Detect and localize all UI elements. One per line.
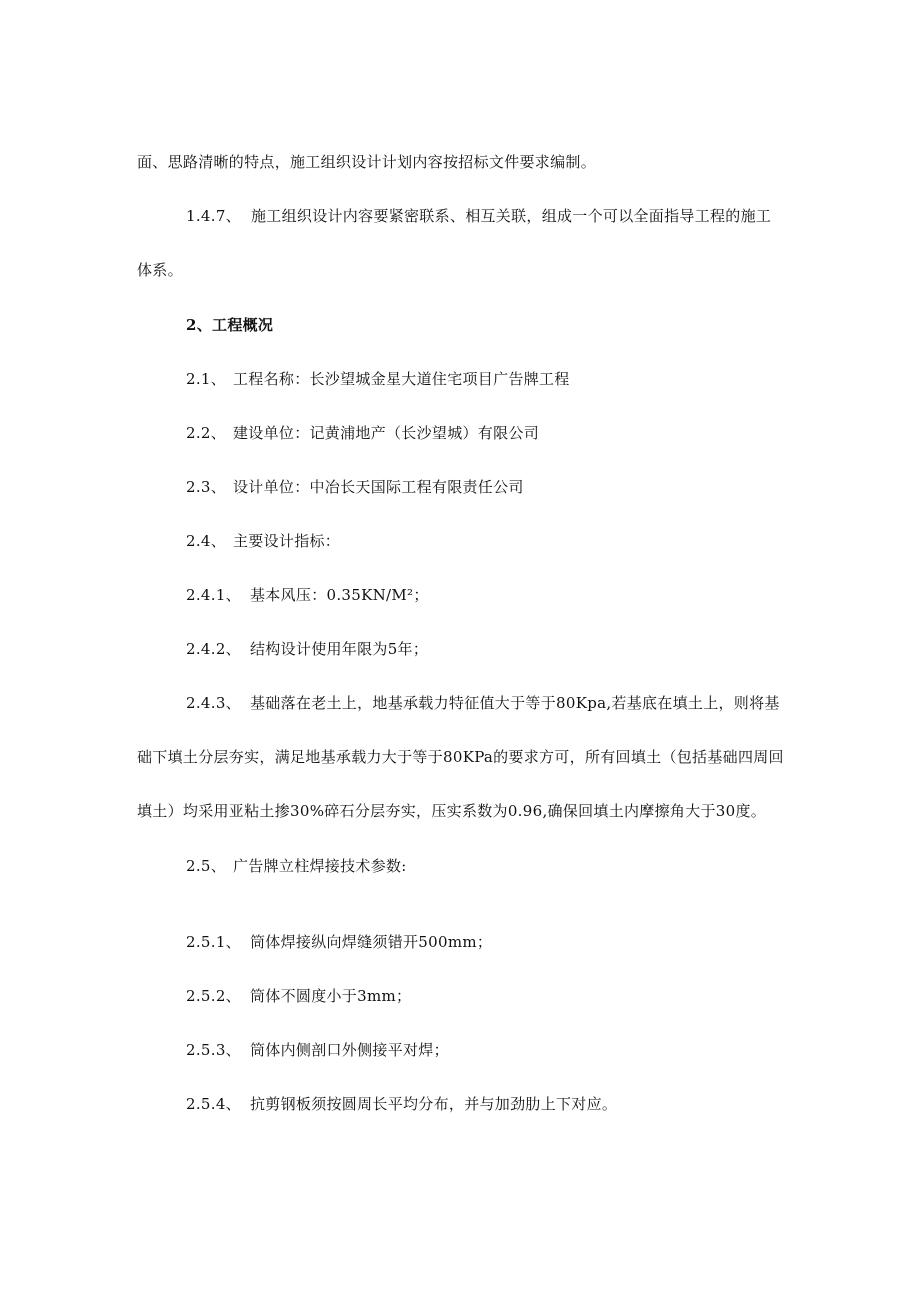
item-number: 2.5.4、 [186,1095,241,1113]
item-2-4-2 [186,639,428,659]
item-2-4-3-continuation-1 [137,747,784,767]
item-number: 2.3、 [186,478,227,496]
item-number: 1.4.7、 [186,207,241,225]
item-text: 建设单位：记黄浦地产（长沙望城）有限公司 [233,424,540,442]
item-number: 2.4、 [186,532,227,550]
item-text: 基本风压：0.35KN/M²； [250,586,429,604]
item-text: 主要设计指标： [233,532,341,550]
item-2-3 [186,477,524,497]
item-number: 2.5、 [186,857,227,875]
item-text: 广告牌立柱焊接技术参数: [233,857,407,875]
paragraph-text: 体系。 [137,261,183,279]
item-number: 2.4.2、 [186,640,241,658]
item-2-2 [186,423,539,443]
item-text: 抗剪钢板须按圆周长平均分布，并与加劲肋上下对应。 [250,1095,618,1113]
item-text: 筒体不圆度小于3mm； [250,987,412,1005]
item-number: 2.1、 [186,370,227,388]
paragraph-intro-continuation [137,152,596,172]
item-number: 2.5.3、 [186,1041,241,1059]
item-2-1 [186,369,570,389]
item-2-5 [186,856,407,876]
paragraph-text: 施工组织设计内容要紧密联系、相互关联，组成一个可以全面指导工程的施工 [251,207,772,225]
paragraph-1-4-7 [186,206,771,226]
item-text: 础下填土分层夯实，满足地基承载力大于等于80KPa的要求方可，所有回填土（包括基础四周回 [137,748,784,766]
item-number: 2.4.1、 [186,586,241,604]
item-2-5-2 [186,986,411,1006]
item-2-4-3-continuation-2 [137,801,766,821]
item-2-4-3 [186,693,780,713]
item-number: 2.4.3、 [186,694,241,712]
item-number: 2.5.1、 [186,933,241,951]
item-text: 基础落在老土上，地基承载力特征值大于等于80Kpa,若基底在填土上，则将基 [250,694,780,712]
item-text: 工程名称：长沙望城金星大道住宅项目广告牌工程 [233,370,570,388]
paragraph-text: 面、思路清晰的特点，施工组织设计计划内容按招标文件要求编制。 [137,153,597,171]
item-text: 筒体内侧剖口外侧接平对焊； [250,1041,449,1059]
item-number: 2.5.2、 [186,987,241,1005]
section-title: 2、工程概况 [186,316,274,334]
item-2-5-1 [186,932,492,952]
item-text: 填土）均采用亚粘土掺30%碎石分层夯实，压实系数为0.96,确保回填土内摩擦角大于30度。 [137,802,767,820]
item-2-4 [186,531,340,551]
item-text: 结构设计使用年限为5年； [250,640,429,658]
item-text: 筒体焊接纵向焊缝须错开500mm； [250,933,493,951]
item-2-5-3 [186,1040,449,1060]
paragraph-1-4-7-continuation [137,260,183,280]
item-text: 设计单位：中冶长天国际工程有限责任公司 [233,478,524,496]
item-2-5-4 [186,1094,617,1114]
section-heading-2 [186,315,273,335]
item-2-4-1 [186,585,429,605]
item-number: 2.2、 [186,424,227,442]
